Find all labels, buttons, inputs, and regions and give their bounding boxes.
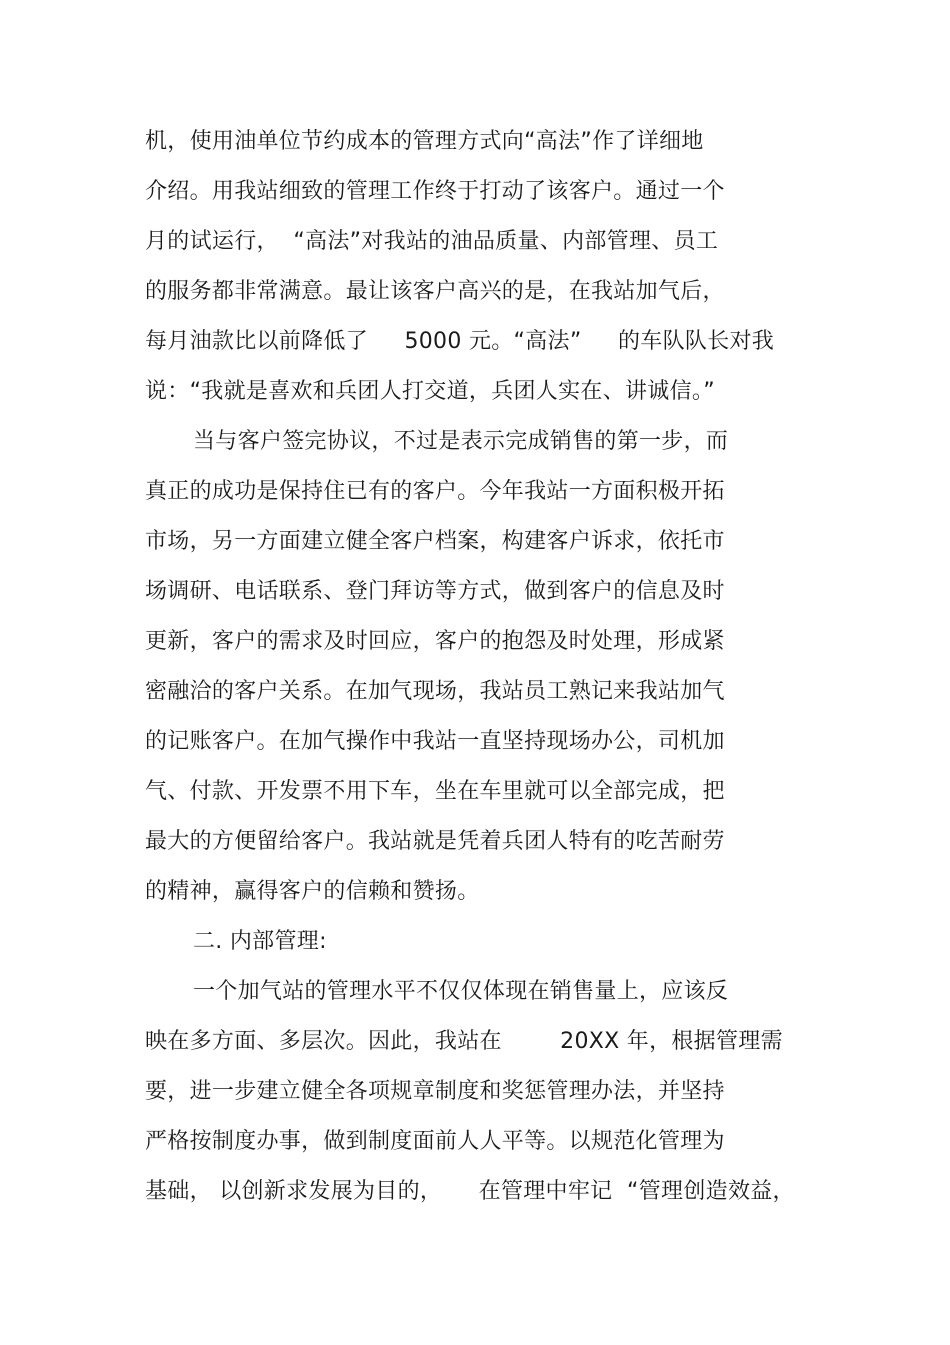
text-line: 市场，另一方面建立健全客户档案，构建客户诉求，依托市 — [145, 529, 725, 554]
section-heading: 二. 内部管理: — [193, 929, 327, 954]
text-line: 基础， 以创新求发展为目的， 在管理中牢记 “管理创造效益， — [145, 1179, 795, 1204]
text-line: 场调研、电话联系、登门拜访等方式，做到客户的信息及时 — [145, 579, 725, 604]
paragraph-first-line: 当与客户签完协议，不过是表示完成销售的第一步，而 — [193, 429, 729, 454]
text-line: 说：“我就是喜欢和兵团人打交道，兵团人实在、讲诚信。” — [145, 379, 715, 404]
text-line: 气、付款、开发票不用下车，坐在车里就可以全部完成，把 — [145, 779, 725, 804]
text-line: 机，使用油单位节约成本的管理方式向“高法”作了详细地 — [145, 129, 704, 154]
text-line: 严格按制度办事，做到制度面前人人平等。以规范化管理为 — [145, 1129, 725, 1154]
text-line: 月的试运行， “高法”对我站的油品质量、内部管理、员工 — [145, 229, 719, 254]
text-line: 要，进一步建立健全各项规章制度和奖惩管理办法，并坚持 — [145, 1079, 725, 1104]
text-line: 介绍。用我站细致的管理工作终于打动了该客户。通过一个 — [145, 179, 725, 204]
text-line: 更新，客户的需求及时回应，客户的抱怨及时处理，形成紧 — [145, 629, 725, 654]
text-line: 映在多方面、多层次。因此，我站在 20XX 年，根据管理需 — [145, 1029, 783, 1054]
text-line: 每月油款比以前降低了 5000 元。“高法” 的车队队长对我 — [145, 329, 775, 354]
text-line: 的精神，赢得客户的信赖和赞扬。 — [145, 879, 480, 904]
text-line: 真正的成功是保持住已有的客户。今年我站一方面积极开拓 — [145, 479, 725, 504]
text-line: 的服务都非常满意。最让该客户高兴的是，在我站加气后， — [145, 279, 725, 304]
text-line: 最大的方便留给客户。我站就是凭着兵团人特有的吃苦耐劳 — [145, 829, 725, 854]
text-line: 密融洽的客户关系。在加气现场，我站员工熟记来我站加气 — [145, 679, 725, 704]
text-line: 的记账客户。在加气操作中我站一直坚持现场办公，司机加 — [145, 729, 725, 754]
paragraph-first-line: 一个加气站的管理水平不仅仅体现在销售量上，应该反 — [193, 979, 729, 1004]
